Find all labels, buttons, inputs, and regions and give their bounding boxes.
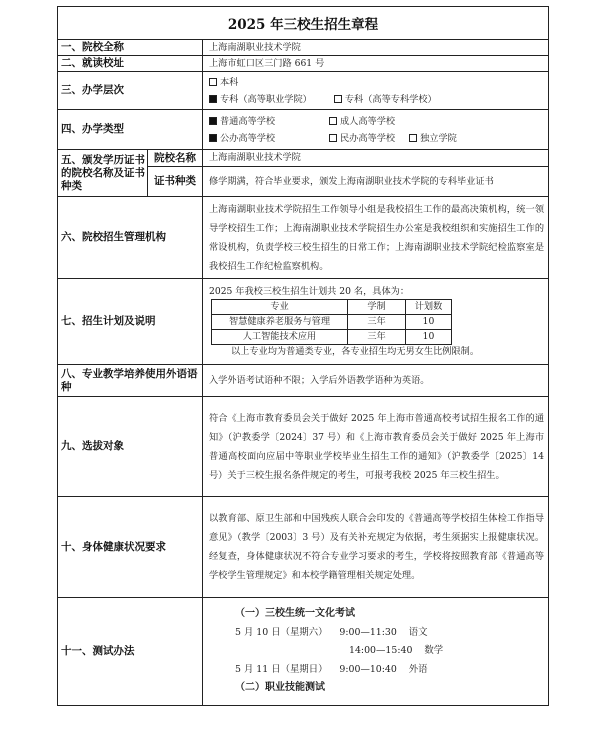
level-option-undergrad: 本科: [209, 74, 544, 91]
enrollment-plan-label: 七、招生计划及说明: [58, 279, 203, 365]
address-value: 上海市虹口区三门路 661 号: [203, 56, 549, 72]
certificate-type-value: 修学期满，符合毕业要求，颁发上海南湖职业技术学院的专科毕业证书: [203, 167, 549, 197]
charter-table: [57, 6, 549, 706]
enrollment-plan-table: [211, 299, 452, 345]
school-name-value: 上海南湖职业技术学院: [203, 40, 549, 56]
exam-row: 5 月 11 日（星期日） 9:00—10:40 外语: [235, 663, 428, 675]
foreign-language-value: 入学外语考试语种不限；入学后外语教学语种为英语。: [203, 365, 549, 397]
checkbox-filled-icon: [209, 95, 217, 103]
checkbox-filled-icon: [209, 117, 217, 125]
certificate-label: 五、颁发学历证书的院校名称及证书种类: [58, 150, 148, 197]
enrollment-plan-note: 以上专业均为普通类专业，各专业招生均无男女生比例限制。: [231, 345, 480, 357]
type-option-row-2: 公办高等学校 民办高等学校 独立学院: [209, 130, 544, 147]
exam-row: 5 月 10 日（星期六） 9:00—11:30 语文: [235, 626, 428, 638]
admission-office-label: 六、院校招生管理机构: [58, 197, 203, 279]
document-title: 2025 年三校生招生章程: [58, 7, 549, 40]
level-option-vocational: 专科（高等职业学院）: [220, 93, 312, 105]
enrollment-plan-intro: 2025 年我校三校生招生计划共 20 名，具体为：: [209, 285, 410, 297]
admission-office-value: 上海南湖职业技术学院招生工作领导小组是我校招生工作的最高决策机构，统一领导学校招生工作；上海南湖职业技术学院招生办公室是我校组织和实施招生工作的常设机构，负责学校三校生招生的日常工作；上海南湖职业技术学院纪检监察室是我校招生工作纪检监察机构。: [203, 197, 549, 279]
type-label: 四、办学类型: [58, 110, 203, 150]
plan-header-years: 学制: [348, 299, 406, 314]
exam-method-label: 十一、测试办法: [58, 598, 203, 706]
issuing-school-value: 上海南湖职业技术学院: [203, 150, 549, 167]
checkbox-empty-icon: [209, 78, 217, 86]
exam-section-culture: （一）三校生统一文化考试: [235, 608, 355, 620]
admission-charter-document: [57, 6, 548, 706]
exam-schedule: [203, 598, 549, 706]
health-requirement-label: 十、身体健康状况要求: [58, 497, 203, 598]
enrollment-plan-cell: [203, 279, 549, 365]
exam-row: 14:00—15:40 数学: [349, 645, 444, 657]
foreign-language-label: 八、专业教学培养使用外语语种: [58, 365, 203, 397]
school-name-label: 一、院校全称: [58, 40, 203, 56]
level-label: 三、办学层次: [58, 72, 203, 110]
checkbox-filled-icon: [209, 134, 217, 142]
checkbox-empty-icon: [329, 134, 337, 142]
table-row: 智慧健康养老服务与管理 三年 10: [212, 314, 452, 329]
checkbox-empty-icon: [334, 95, 342, 103]
eligibility-value: 符合《上海市教育委员会关于做好 2025 年上海市普通高校考试招生报名工作的通知》（沪教委学〔2024〕37 号）和《上海市教育委员会关于做好 2025 年上海市普通高校面向应届中等职业学校毕业生招生工作的通知》（沪教委学〔2025〕14 号）关于三校生报名条件规定的考生，可报考我校 2025 年三校生招生。: [203, 397, 549, 497]
address-label: 二、就读校址: [58, 56, 203, 72]
checkbox-empty-icon: [329, 117, 337, 125]
eligibility-label: 九、选拔对象: [58, 397, 203, 497]
level-options: [203, 72, 549, 110]
checkbox-empty-icon: [409, 134, 417, 142]
certificate-type-label: 证书种类: [148, 167, 203, 197]
type-options: [203, 110, 549, 150]
type-option-row-1: 普通高等学校 成人高等学校: [209, 113, 544, 130]
level-option-row: [209, 91, 544, 108]
plan-header-count: 计划数: [406, 299, 452, 314]
exam-section-skills: （二）职业技能测试: [235, 682, 325, 694]
table-row: 人工智能技术应用 三年 10: [212, 329, 452, 344]
level-option-college: 专科（高等专科学校）: [344, 93, 437, 105]
plan-header-major: 专业: [212, 299, 348, 314]
health-requirement-value: 以教育部、原卫生部和中国残疾人联合会印发的《普通高等学校招生体检工作指导意见》（教学〔2003〕3 号）及有关补充规定为依据，考生须据实上报健康状况。经复查，身体健康状况不符合专业学习要求的考生，学校将按照教育部《普通高等学校学生管理规定》和本校学籍管理相关规定处理。: [203, 497, 549, 598]
issuing-school-label: 院校名称: [148, 150, 203, 167]
